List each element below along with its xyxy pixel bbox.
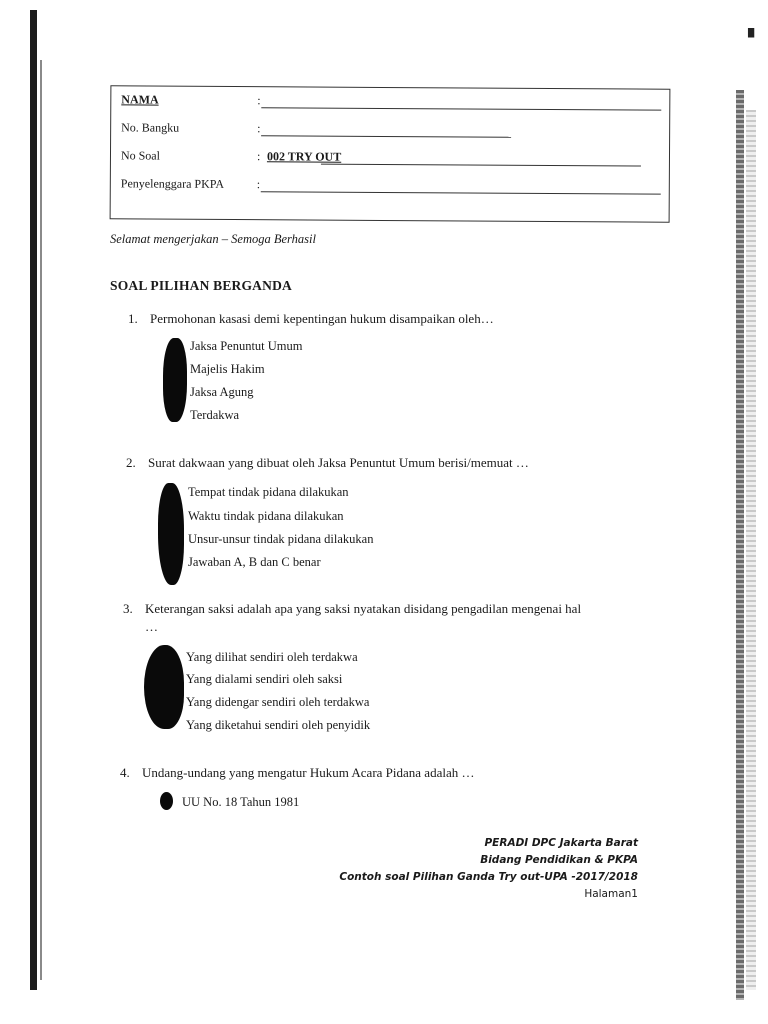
question-3-option: Yang dialami sendiri oleh saksi [186,672,343,686]
field-no-soal [120,148,342,164]
question-1-option: Terdakwa [190,408,240,422]
footer-document-title: Contoh soal Pilihan Ganda Try out-UPA -2017/2018 [339,871,638,883]
greeting: Selamat mengerjakan – Semoga Berhasil [110,232,316,246]
question-number: 1. [128,311,138,326]
question-1-option: Jaksa Penuntut Umum [190,339,303,353]
field-nama [121,92,261,108]
footer-page-number: Halaman1 [584,888,638,900]
section-title: SOAL PILIHAN BERGANDA [110,278,292,293]
field-value: 002 TRY OUT [266,149,342,164]
question-3-option: Yang dilihat sendiri oleh terdakwa [186,650,358,664]
question-3 [123,601,581,617]
identity-box [110,85,671,222]
scan-edge-right [736,90,744,1000]
redaction-mark [158,483,184,585]
question-1-option: Majelis Hakim [190,362,265,376]
field-blank-line [261,107,661,110]
field-blank-line [321,164,641,167]
question-1 [128,311,494,327]
footer-division: Bidang Pendidikan & PKPA [480,854,638,866]
question-2-option: Waktu tindak pidana dilakukan [188,509,344,523]
question-number: 4. [120,765,130,780]
question-2-option: Jawaban A, B dan C benar [188,555,321,569]
question-2-option: Unsur-unsur tindak pidana dilakukan [188,532,374,546]
question-2 [126,455,529,471]
question-3-continuation: … [145,619,158,634]
question-number: 2. [126,455,136,470]
field-label: NAMA [121,92,159,107]
redaction-mark [160,792,173,810]
question-3-option: Yang diketahui sendiri oleh penyidik [186,718,371,732]
question-number: 3. [123,601,133,616]
field-colon: : [256,149,261,164]
scan-edge-left-shadow [40,60,42,980]
field-label: Penyelenggara PKPA [120,176,225,191]
question-2-option: Tempat tindak pidana dilakukan [188,485,349,499]
question-text: Surat dakwaan yang dibuat oleh Jaksa Penuntut Umum berisi/memuat … [148,455,529,470]
question-text: Permohonan kasasi demi kepentingan hukum disampaikan oleh… [150,311,494,326]
scan-speck: ▘ [748,30,761,47]
redaction-mark [163,338,187,422]
field-colon: : [257,121,261,136]
field-no-bangku [121,120,261,136]
question-4-option: UU No. 18 Tahun 1981 [182,795,300,809]
field-colon: : [256,177,261,192]
redaction-mark [144,645,184,729]
field-blank-line [261,191,661,194]
field-label: No Soal [120,148,161,163]
scan-edge-right-shadow [746,110,756,990]
footer-organization: PERADI DPC Jakarta Barat [484,837,638,849]
field-colon: : [257,93,261,108]
field-penyelenggara [120,176,261,192]
scan-edge-left [30,10,37,990]
question-4 [120,765,474,781]
footer [339,835,638,903]
field-blank-line [261,135,511,138]
question-text: Keterangan saksi adalah apa yang saksi nyatakan disidang pengadilan mengenai hal [145,601,582,616]
field-label: No. Bangku [121,120,180,135]
question-1-option: Jaksa Agung [190,385,254,399]
question-text: Undang-undang yang mengatur Hukum Acara Pidana adalah … [142,765,475,780]
question-3-option: Yang didengar sendiri oleh terdakwa [186,695,370,709]
